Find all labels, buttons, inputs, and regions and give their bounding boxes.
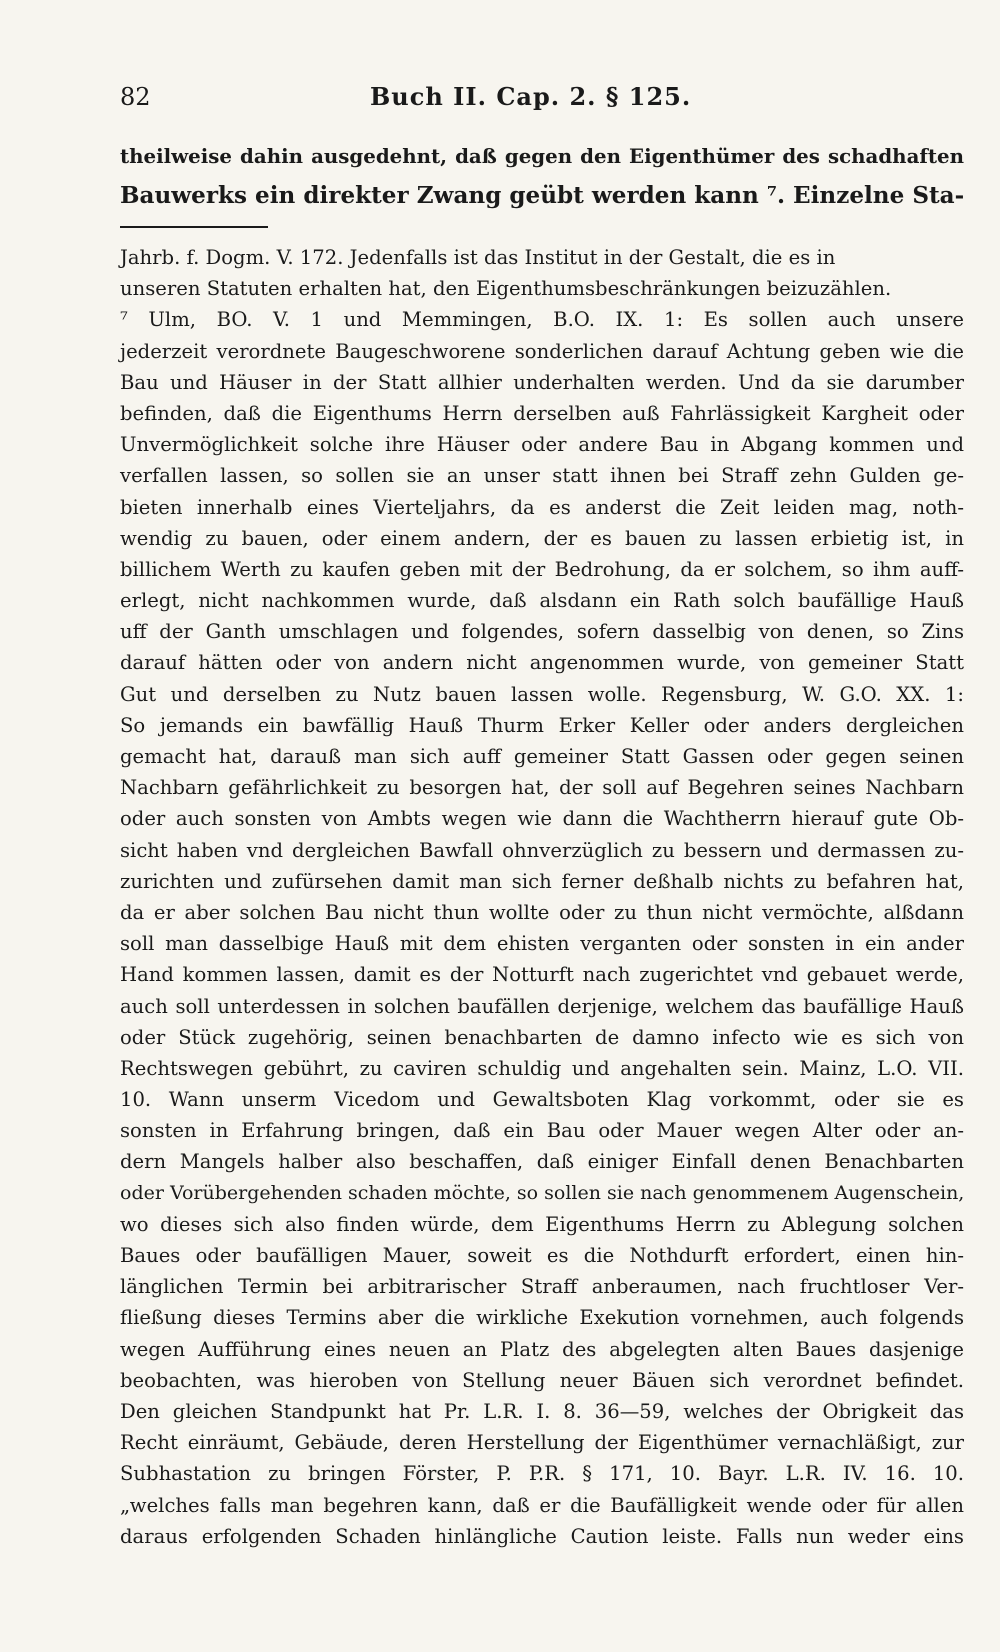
footnote-line: Den gleichen Standpunkt hat Pr. L.R. I. 8. 36—59, welches der Obrigkeit das (120, 1399, 964, 1423)
footnote-line: länglichen Termin bei arbitrarischer Straff anberaumen, nach fruchtloser Ver- (120, 1275, 964, 1299)
page-number: 82 (120, 83, 151, 111)
footnote-line: bieten innerhalb eines Vierteljahrs, da es anderst die Zeit leiden mag, noth- (120, 495, 964, 519)
footnote-line: jederzeit verordnete Baugeschworene sonderlichen darauf Achtung geben wie die (120, 339, 964, 363)
footnote-line: befinden, daß die Eigenthums Herrn derselben auß Fahrlässigkeit Kargheit oder (120, 401, 964, 425)
footnote-line: soll man dasselbige Hauß mit dem ehisten verganten oder sonsten in ein ander (120, 932, 964, 956)
footnote-line: unseren Statuten erhalten hat, den Eigenthumsbeschränkungen beizuzählen. (120, 277, 892, 301)
footnote-line: uff der Ganth umschlagen und folgendes, sofern dasselbig von denen, so Zins (120, 620, 964, 644)
footnote-line: Hand kommen lassen, damit es der Notturft nach zugerichtet vnd gebauet werde, (120, 963, 964, 987)
footnote-line: zurichten und zufürsehen damit man sich ferner deßhalb nichts zu befahren hat, (120, 869, 964, 893)
footnote-line: beobachten, was hieroben von Stellung neuer Bäuen sich verordnet befindet. (120, 1368, 964, 1392)
footnote-separator (120, 226, 268, 228)
footnote-line: wegen Aufführung eines neuen an Platz des abgelegten alten Baues dasjenige (120, 1337, 964, 1361)
footnote-line: oder Stück zugehörig, seinen benachbarten de damno infecto wie es sich von (120, 1025, 964, 1049)
footnote-line: da er aber solchen Bau nicht thun wollte oder zu thun nicht vermöchte, alßdann (120, 900, 964, 924)
footnote-line: 10. Wann unserm Vicedom und Gewaltsboten Klag vorkommt, oder sie es (120, 1088, 964, 1112)
footnote-line: verfallen lassen, so sollen sie an unser statt ihnen bei Straff zehn Gulden ge- (120, 464, 964, 488)
main-text-line: Bauwerks ein direkter Zwang geübt werden kann ⁷. Einzelne Sta- (120, 182, 965, 209)
footnote-line: billichem Werth zu kaufen geben mit der Bedrohung, da er solchem, so ihm auff- (120, 557, 964, 581)
footnote-line: So jemands ein bawfällig Hauß Thurm Erker Keller oder anders dergleichen (120, 713, 964, 737)
footnote-line: dern Mangels halber also beschaffen, daß einiger Einfall denen Benachbarten (120, 1150, 964, 1174)
footnote-line: erlegt, nicht nachkommen wurde, daß alsdann ein Rath solch baufällige Hauß (120, 589, 964, 613)
footnote-line: Subhastation zu bringen Förster, P. P.R. § 171, 10. Bayr. L.R. IV. 16. 10. (120, 1462, 964, 1486)
footnote-line: Baues oder baufälligen Mauer, soweit es die Nothdurft erfordert, einen hin- (120, 1244, 964, 1267)
running-head: Buch II. Cap. 2. § 125. (370, 82, 692, 111)
footnote-line: ⁷ Ulm, BO. V. 1 und Memmingen, B.O. IX. 1: Es sollen auch unsere (120, 308, 964, 332)
footnote-line: Nachbarn gefährlichkeit zu besorgen hat, der soll auf Begehren seines Nachbarn (120, 776, 964, 800)
page-header (120, 82, 964, 112)
main-text-line: theilweise dahin ausgedehnt, daß gegen den Eigenthümer des schadhaften (120, 144, 964, 168)
footnote-line: oder auch sonsten von Ambts wegen wie dann die Wachtherrn hierauf gute Ob- (120, 807, 964, 831)
main-text (120, 136, 964, 216)
footnote-line: sonsten in Erfahrung bringen, daß ein Bau oder Mauer wegen Alter oder an- (120, 1119, 964, 1143)
footnote-line: wendig zu bauen, oder einem andern, der es bauen zu lassen erbietig ist, in (120, 526, 964, 550)
footnote-line: sicht haben vnd dergleichen Bawfall ohnverzüglich zu bessern und dermassen zu- (120, 838, 964, 862)
footnote-line: daraus erfolgenden Schaden hinlängliche Caution leiste. Falls nun weder eins (120, 1524, 964, 1548)
footnote-line: Bau und Häuser in der Statt allhier underhalten werden. Und da sie darumber (120, 370, 964, 394)
footnote-line: wo dieses sich also finden würde, dem Eigenthums Herrn zu Ablegung solchen (120, 1212, 964, 1236)
footnote-line: Rechtswegen gebührt, zu caviren schuldig und angehalten sein. Mainz, L.O. VII. (120, 1056, 964, 1080)
footnote-line: Recht einräumt, Gebäude, deren Herstellung der Eigenthümer vernachläßigt, zur (120, 1431, 964, 1455)
footnote-line: Unvermöglichkeit solche ihre Häuser oder andere Bau in Abgang kommen und (120, 433, 964, 457)
footnote-line: fließung dieses Termins aber die wirkliche Exekution vornehmen, auch folgends (120, 1306, 964, 1330)
footnote-line: auch soll unterdessen in solchen baufällen derjenige, welchem das baufällige Hauß (120, 994, 964, 1018)
footnote-line: Gut und derselben zu Nutz bauen lassen wolle. Regensburg, W. G.O. XX. 1: (120, 682, 964, 706)
footnote-line: darauf hätten oder von andern nicht angenommen wurde, von gemeiner Statt (120, 651, 964, 675)
footnotes (120, 242, 964, 1552)
footnote-line: oder Vorübergehenden schaden möchte, so sollen sie nach genommenem Augenschein, (120, 1181, 965, 1204)
footnote-line: „welches falls man begehren kann, daß er die Baufälligkeit wende oder für allen (120, 1493, 964, 1517)
footnote-line: gemacht hat, darauß man sich auff gemeiner Statt Gassen oder gegen seinen (120, 745, 964, 768)
footnote-line: Jahrb. f. Dogm. V. 172. Jedenfalls ist das Institut in der Gestalt, die es in (120, 246, 836, 269)
